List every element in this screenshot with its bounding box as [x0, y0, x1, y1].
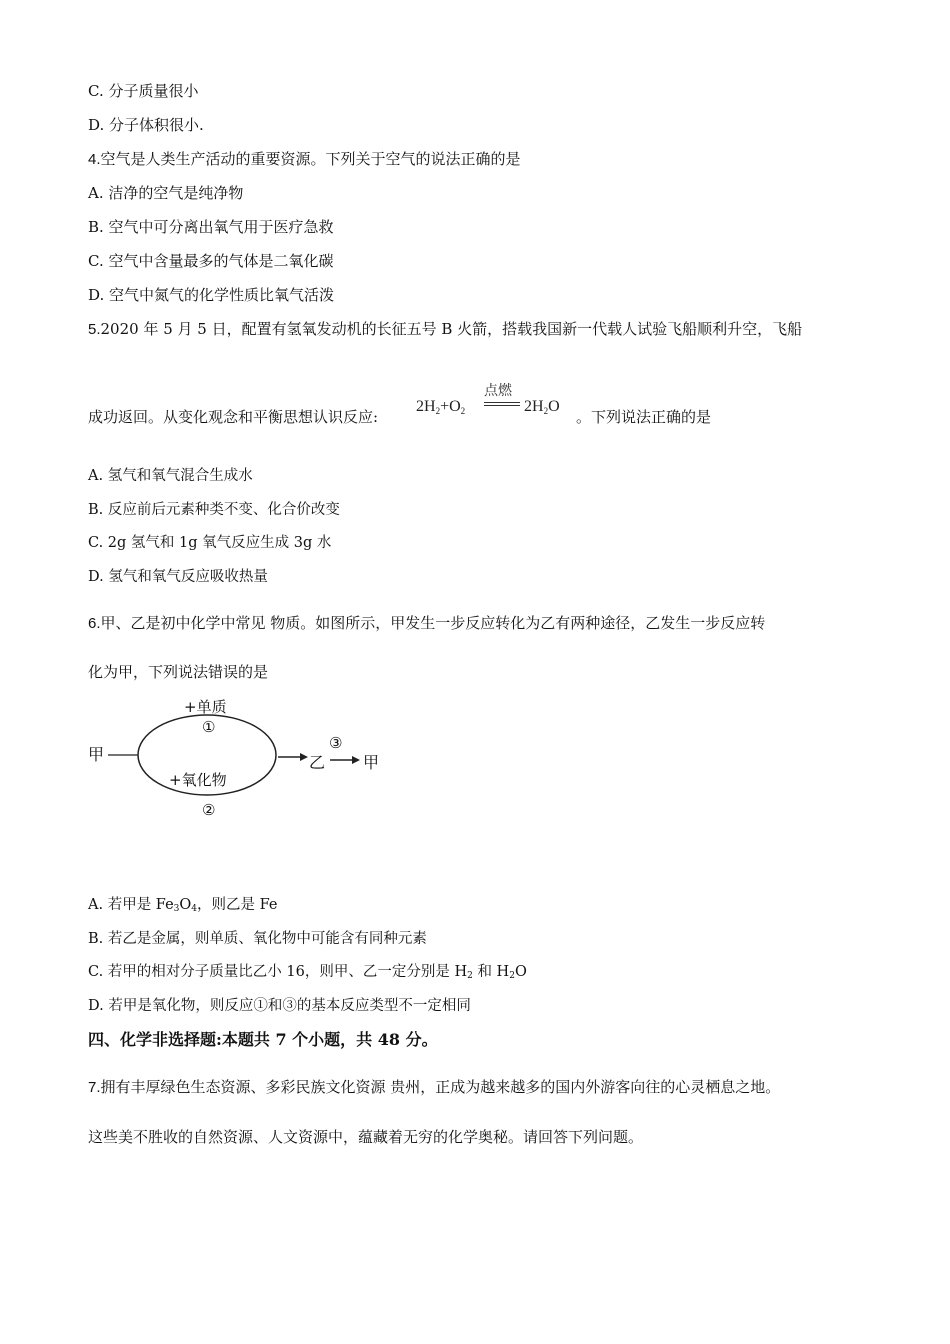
equation-bar: [484, 402, 520, 403]
diagram-middle: 乙: [309, 753, 326, 772]
question-number: 4.: [88, 151, 101, 168]
question-7: [88, 1077, 780, 1098]
arrow-head-icon: [300, 753, 308, 761]
q5-option-c: C. 2g 氢气和 1g 氧气反应生成 3g 水: [88, 535, 332, 551]
diagram-start: 甲: [88, 745, 105, 764]
q7-text-line2: 这些美不胜收的自然资源、人文资源中，蕴藏着无穷的化学奥秘。请回答下列问题。: [88, 1128, 644, 1146]
q4-option-a: A. 洁净的空气是纯净物: [88, 184, 244, 202]
q6-option-c: C. 若甲的相对分子质量比乙小 16，则甲、乙一定分别是 H2 和 H2O: [88, 964, 527, 981]
question-4: [88, 149, 521, 170]
diagram-end: 甲: [363, 753, 380, 772]
chemical-equation: [416, 380, 576, 424]
diagram-bottom-label: +氧化物: [169, 771, 227, 789]
q5-option-a: A. 氢气和氧气混合生成水: [88, 468, 253, 484]
question-text: 2020 年 5 月 5 日，配置有氢氧发动机的长征五号 B 火箭，搭载我国新一代载人试验飞船顺利升空，飞船: [100, 320, 803, 338]
reaction-path-diagram: [86, 694, 386, 824]
q6-option-d: D. 若甲是氧化物，则反应①和③的基本反应类型不一定相同: [88, 998, 471, 1014]
q3-option-c: C. 分子质量很小: [88, 82, 199, 100]
q5-text-pre: 成功返回。从变化观念和平衡思想认识反应:: [88, 408, 379, 426]
q4-option-d: D. 空气中氮气的化学性质比氧气活泼: [88, 286, 335, 304]
question-text: 空气是人类生产活动的重要资源。下列关于空气的说法正确的是: [100, 150, 521, 168]
q6-option-b: B. 若乙是金属，则单质、氧化物中可能含有同种元素: [88, 931, 427, 947]
question-text: 甲、乙是初中化学中常见 物质。如图所示，甲发生一步反应转化为乙有两种途径，乙发生一步反应转: [100, 614, 766, 632]
diagram-top-label: +单质: [184, 698, 227, 716]
diagram-bottom-number: ②: [202, 801, 216, 819]
diagram-top-number: ①: [202, 718, 216, 736]
arrow-head-icon: [352, 756, 360, 764]
question-number: 7.: [88, 1079, 101, 1096]
equation-product: $2H_2O$: [524, 398, 560, 416]
q5-option-d: D. 氢气和氧气反应吸收热量: [88, 569, 268, 585]
question-number: 5.: [88, 321, 101, 338]
q4-option-b: B. 空气中可分离出氧气用于医疗急救: [88, 218, 334, 236]
question-number: 6.: [88, 615, 101, 632]
q5-text-post: 。下列说法正确的是: [576, 408, 712, 426]
q6-text-line2: 化为甲，下列说法错误的是: [88, 663, 269, 681]
equation-bar: [484, 405, 520, 406]
diagram-arrow-number: ③: [329, 734, 343, 752]
q4-option-c: C. 空气中含量最多的气体是二氧化碳: [88, 252, 334, 270]
section-heading: 四、化学非选择题:本题共 7 个小题，共 48 分。: [88, 1030, 438, 1049]
question-text: 拥有丰厚绿色生态资源、多彩民族文化资源 贵州，正成为越来越多的国内外游客向往的心灵栖息之地。: [100, 1078, 781, 1096]
reaction-condition: 点燃: [484, 383, 512, 399]
q3-option-d: D. 分子体积很小.: [88, 116, 204, 134]
question-6: [88, 613, 765, 634]
q5-option-b: B. 反应前后元素种类不变、化合价改变: [88, 502, 340, 518]
q6-option-a: A. 若甲是 Fe3O4，则乙是 Fe: [88, 897, 278, 914]
equation-reactants: $2H_2+O_2$: [416, 398, 466, 416]
question-5: [88, 319, 802, 340]
